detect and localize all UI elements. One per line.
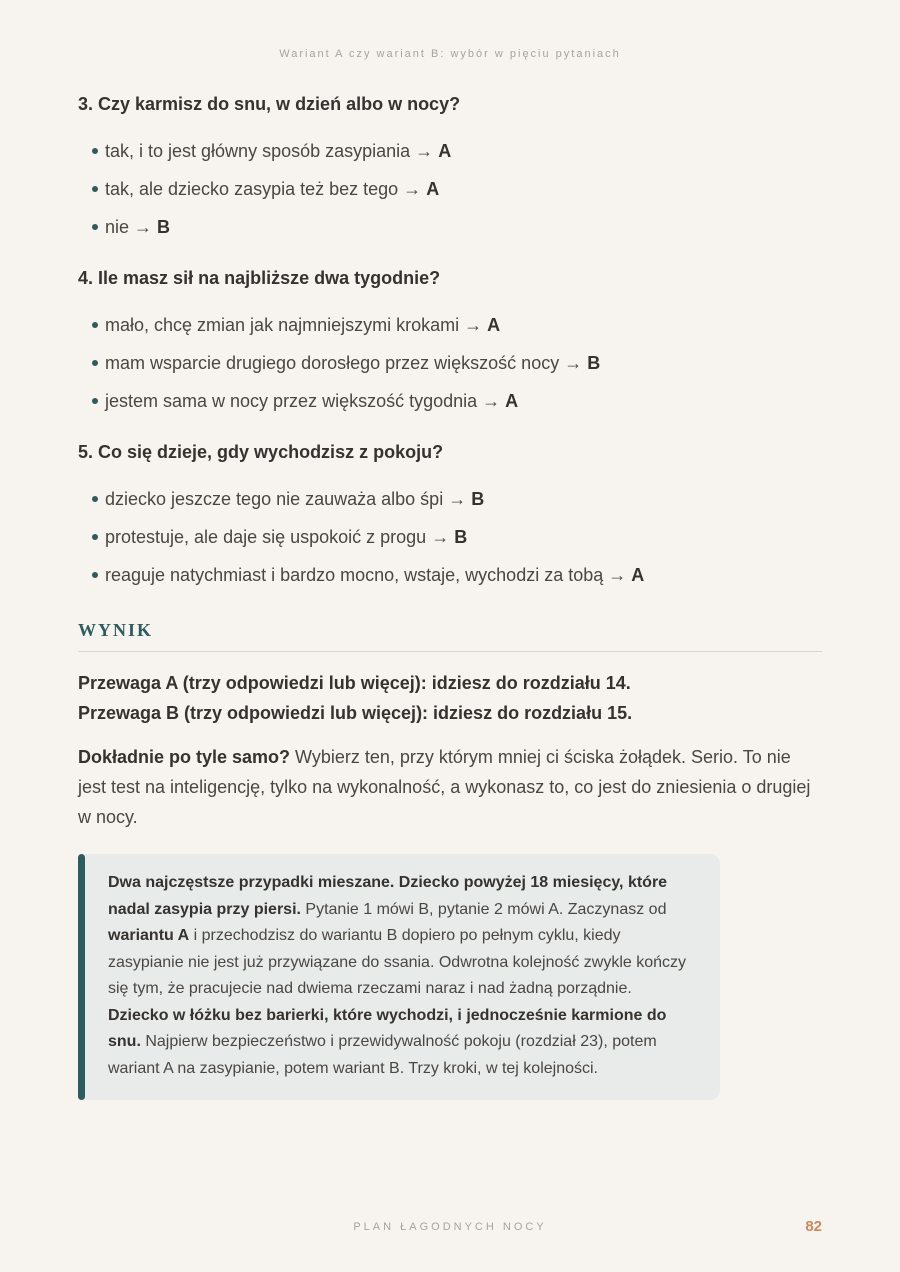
callout-text: Pytanie 1 mówi B, pytanie 2 mówi A. Zaczynasz od	[300, 900, 667, 918]
answer-text: mało, chcę zmian jak najmniejszymi krokami →	[105, 315, 483, 335]
answer-result: B	[587, 353, 601, 373]
answer-item	[92, 170, 822, 208]
answer-text: mam wsparcie drugiego dorosłego przez większość nocy →	[105, 353, 583, 373]
answer-text: tak, i to jest główny sposób zasypiania →	[105, 141, 434, 161]
answer-result: A	[631, 565, 645, 585]
callout-bold-variant: wariantu A	[108, 927, 190, 944]
answer-text: nie →	[105, 217, 153, 237]
answer-item	[92, 132, 822, 170]
answer-result: A	[487, 315, 501, 335]
answer-list	[78, 306, 822, 420]
answer-item	[92, 306, 822, 344]
tie-paragraph	[78, 742, 822, 832]
callout-bold-case-2: Dziecko w łóżku bez barierki, które wychodzi, i jednocześnie karmione do snu.	[108, 1006, 667, 1050]
answer-list	[78, 132, 822, 246]
question-3	[78, 90, 822, 246]
result-heading: WYNIK	[78, 620, 822, 652]
answer-item	[92, 518, 822, 556]
mixed-cases-callout	[78, 854, 720, 1100]
tie-text: Wybierz ten, przy którym mniej ci ściska żołądek. Serio. To nie jest test na inteligencję, tylko na wykonalność, a wykonasz to, co jest do zniesienia o drugiej w nocy.	[78, 747, 811, 827]
answer-text: reaguje natychmiast i bardzo mocno, wstaje, wychodzi za tobą →	[105, 565, 627, 585]
page-number: 82	[805, 1218, 822, 1235]
main-content	[78, 90, 822, 1100]
answer-item	[92, 344, 822, 382]
answer-text: jestem sama w nocy przez większość tygodnia →	[105, 391, 501, 411]
callout-bold-lead: Dwa najczęstsze przypadki mieszane. Dziecko powyżej 18 miesięcy, które nadal zasypia przy piersi.	[108, 874, 668, 918]
result-summary	[78, 668, 822, 728]
answer-text: tak, ale dziecko zasypia też bez tego →	[105, 179, 422, 199]
answer-item	[92, 556, 822, 594]
answer-item	[92, 208, 822, 246]
callout-text: i przechodzisz do wariantu B dopiero po pełnym cyklu, kiedy zasypianie nie jest już przywiązane do ssania. Odwrotna kolejność zwykle kończy się tym, że pracujecie nad dwiema rzeczami naraz i nad żadną porządnie.	[108, 927, 687, 997]
answer-result: A	[505, 391, 519, 411]
answer-result: B	[157, 217, 171, 237]
answer-item	[92, 480, 822, 518]
tie-question: Dokładnie po tyle samo?	[78, 747, 291, 767]
answer-result: B	[454, 527, 468, 547]
answer-result: A	[426, 179, 440, 199]
callout-accent-bar	[78, 854, 85, 1100]
answer-text: dziecko jeszcze tego nie zauważa albo śpi →	[105, 489, 467, 509]
answer-text: protestuje, ale daje się uspokoić z progu →	[105, 527, 450, 547]
answer-item	[92, 382, 822, 420]
running-header: Wariant A czy wariant B: wybór w pięciu pytaniach	[279, 48, 621, 60]
question-title: 3. Czy karmisz do snu, w dzień albo w nocy?	[78, 94, 461, 114]
answer-result: B	[471, 489, 485, 509]
result-line-a: Przewaga A (trzy odpowiedzi lub więcej): idziesz do rozdziału 14.	[78, 673, 631, 693]
footer-book-title: PLAN ŁAGODNYCH NOCY	[353, 1221, 547, 1233]
question-5	[78, 438, 822, 594]
question-4	[78, 264, 822, 420]
callout-text: Najpierw bezpieczeństwo i przewidywalność pokoju (rozdział 23), potem wariant A na zasypianie, potem wariant B. Trzy kroki, w tej kolejności.	[108, 1033, 657, 1077]
answer-result: A	[438, 141, 452, 161]
result-line-b: Przewaga B (trzy odpowiedzi lub więcej): idziesz do rozdziału 15.	[78, 703, 633, 723]
answer-list	[78, 480, 822, 594]
question-title: 4. Ile masz sił na najbliższe dwa tygodnie?	[78, 268, 441, 288]
question-title: 5. Co się dzieje, gdy wychodzisz z pokoju?	[78, 442, 444, 462]
